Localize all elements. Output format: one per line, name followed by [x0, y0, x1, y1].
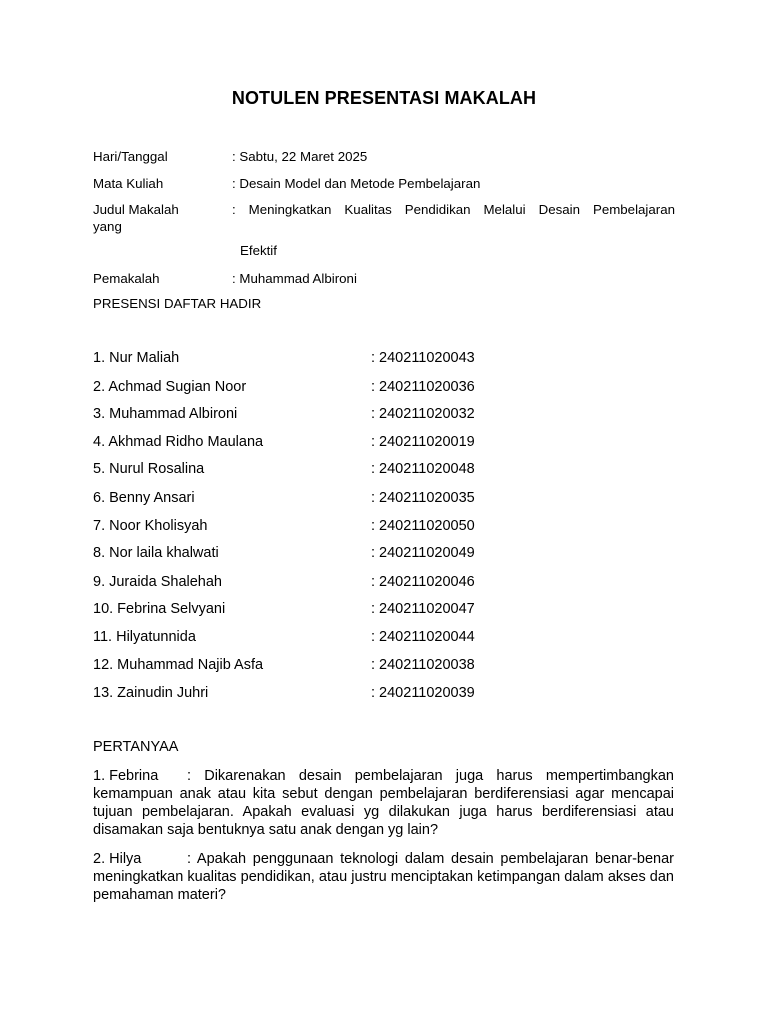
question-item [93, 850, 674, 904]
attendee-nim: : 240211020043 [371, 350, 475, 366]
attendee-name: 8. Nor laila khalwati [93, 545, 219, 561]
attendee-nim: : 240211020050 [371, 518, 475, 534]
judul-value-continuation: Efektif [240, 243, 277, 258]
attendee-name: 11. Hilyatunnida [93, 629, 196, 645]
pemakalah-value: : Muhammad Albironi [232, 271, 357, 286]
question-asker: 1. Febrina [93, 768, 159, 784]
attendee-name: 1. Nur Maliah [93, 350, 180, 366]
attendee-name: 9. Juraida Shalehah [93, 574, 222, 590]
attendee-name: 7. Noor Kholisyah [93, 518, 208, 534]
attendee-nim: : 240211020048 [371, 461, 475, 477]
attendee-name: 2. Achmad Sugian Noor [93, 379, 247, 395]
attendee-name: 3. Muhammad Albironi [93, 406, 238, 422]
attendee-nim: : 240211020047 [371, 601, 475, 617]
matkul-value: : Desain Model dan Metode Pembelajaran [232, 176, 481, 191]
pertanyaan-heading: PERTANYAA [93, 739, 179, 755]
attendee-nim: : 240211020049 [371, 545, 475, 561]
attendee-nim: : 240211020038 [371, 657, 475, 673]
attendee-nim: : 240211020036 [371, 379, 475, 395]
judul-label: Judul Makalah [93, 202, 179, 217]
attendee-nim: : 240211020039 [371, 685, 475, 701]
judul-label-wrap: yang [93, 219, 122, 234]
question-item [93, 767, 674, 839]
judul-value: : Meningkatkan Kualitas Pendidikan Melalui Desain Pembelajaran [232, 202, 675, 217]
matkul-label: Mata Kuliah [93, 176, 164, 191]
question-asker: 2. Hilya [93, 851, 142, 867]
attendee-name: 5. Nurul Rosalina [93, 461, 205, 477]
attendee-name: 13. Zainudin Juhri [93, 685, 209, 701]
attendee-nim: : 240211020044 [371, 629, 475, 645]
meta-row-judul [93, 201, 675, 237]
attendee-name: 4. Akhmad Ridho Maulana [93, 434, 264, 450]
question-text: : Apakah penggunaan teknologi dalam desain pembelajaran benar-benar meningkatkan kualitas pendidikan, atau justru menciptakan ketimpangan dalam akses dan pemahaman materi? [93, 851, 674, 903]
attendee-nim: : 240211020019 [371, 434, 475, 450]
document-title: NOTULEN PRESENTASI MAKALAH [231, 88, 537, 108]
presensi-heading: PRESENSI DAFTAR HADIR [93, 296, 262, 311]
hari-value: : Sabtu, 22 Maret 2025 [232, 149, 368, 164]
attendee-name: 10. Febrina Selvyani [93, 601, 226, 617]
attendee-name: 12. Muhammad Najib Asfa [93, 657, 264, 673]
question-text: : Dikarenakan desain pembelajaran juga harus mempertimbangkan kemampuan anak atau kita sebut dengan pembelajaran berdiferensiasi agar mencapai tujuan pembelajaran. Apakah evaluasi yg dilakukan juga harus berdiferensiasi atau disamakan saja bentuknya satu anak dengan yg lain? [93, 768, 674, 838]
attendee-nim: : 240211020035 [371, 490, 475, 506]
attendee-nim: : 240211020032 [371, 406, 475, 422]
attendee-nim: : 240211020046 [371, 574, 475, 590]
hari-label: Hari/Tanggal [93, 149, 168, 164]
pemakalah-label: Pemakalah [93, 271, 160, 286]
attendee-name: 6. Benny Ansari [93, 490, 195, 506]
